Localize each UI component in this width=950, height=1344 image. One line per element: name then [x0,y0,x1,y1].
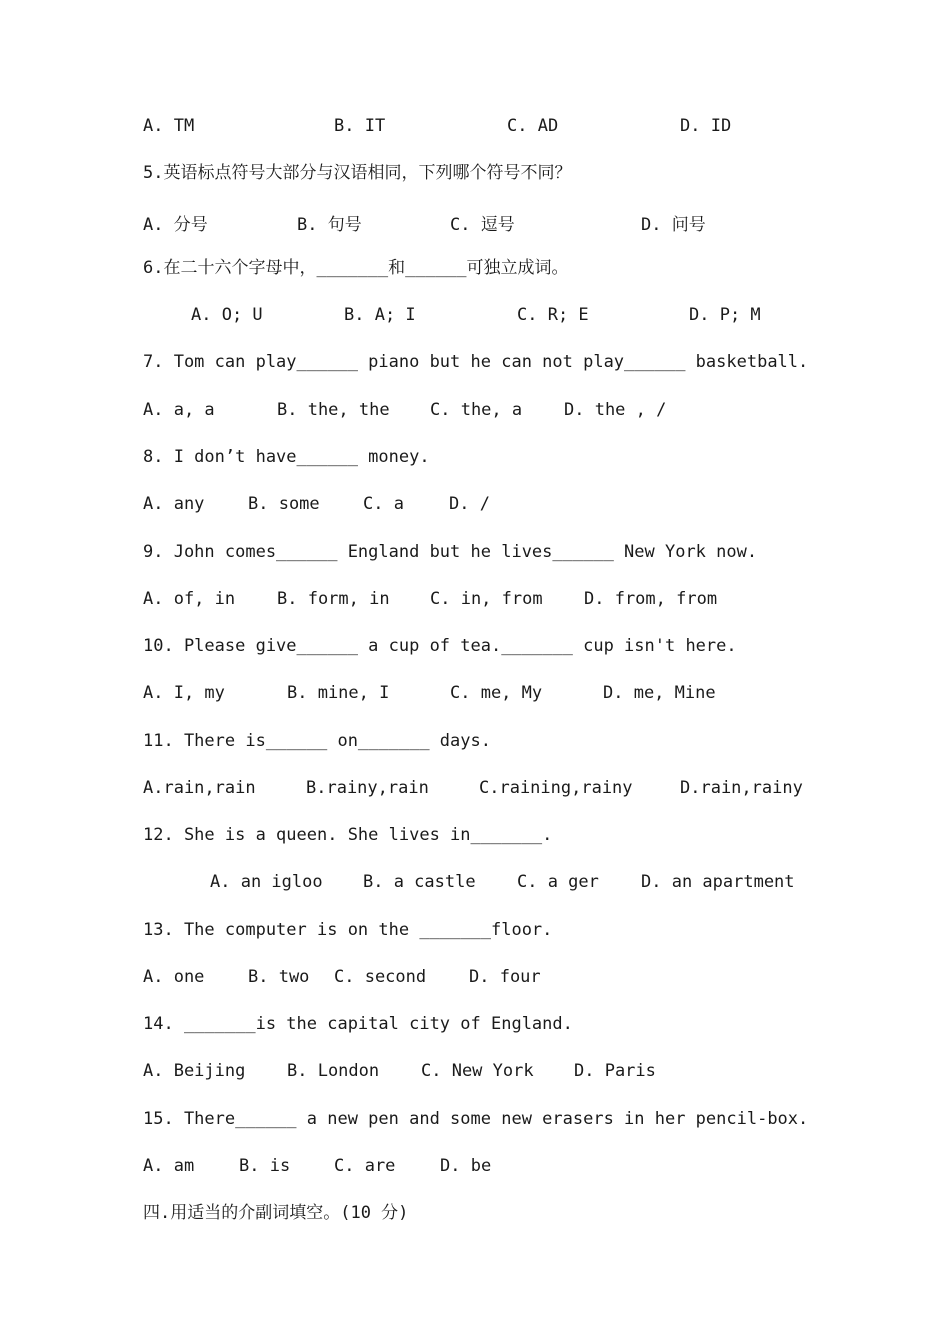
q10-option-c: C. me, My [450,683,543,703]
q7-option-c: C. the, a [430,400,523,420]
q7-option-b: B. the, the [277,400,390,420]
q14-option-b: B. London [287,1061,380,1081]
q5-question: 5.英语标点符号大部分与汉语相同，下列哪个符号不同？ [143,163,572,183]
q13-question: 13. The computer is on the _______floor. [143,920,553,940]
q15-option-d: D. be [440,1156,492,1176]
q8-option-d: D. / [449,494,490,514]
q9-option-a: A. of, in [143,589,236,609]
q9-option-b: B. form, in [277,589,390,609]
q14-option-a: A. Beijing [143,1061,246,1081]
q10-question: 10. Please give______ a cup of tea._______ cup isn't here. [143,636,737,656]
q8-option-b: B. some [248,494,320,514]
q15-option-a: A. am [143,1156,195,1176]
q8-question: 8. I don’t have______ money. [143,447,430,467]
q10-option-a: A. I, my [143,683,225,703]
q4-option-a: A. TM [143,116,195,136]
section-4-heading: 四.用适当的介副词填空。(10 分) [143,1203,409,1223]
q6-question: 6.在二十六个字母中，_______和______可独立成词。 [143,258,569,278]
q8-option-a: A. any [143,494,205,514]
q14-question: 14. _______is the capital city of England. [143,1014,573,1034]
q9-option-c: C. in, from [430,589,543,609]
q13-option-d: D. four [469,967,541,987]
q8-option-c: C. a [363,494,404,514]
q12-option-b: B. a castle [363,872,476,892]
q10-option-d: D. me, Mine [603,683,716,703]
q13-option-c: C. second [334,967,427,987]
q14-option-c: C. New York [421,1061,534,1081]
q11-option-c: C.raining,rainy [479,778,633,798]
q4-option-d: D. ID [680,116,732,136]
q15-question: 15. There______ a new pen and some new erasers in her pencil-box. [143,1109,809,1129]
q7-option-a: A. a, a [143,400,215,420]
q13-option-a: A. one [143,967,205,987]
q12-option-c: C. a ger [517,872,599,892]
q12-option-a: A. an igloo [210,872,323,892]
q13-option-b: B. two [248,967,310,987]
q14-option-d: D. Paris [574,1061,656,1081]
q9-option-d: D. from, from [584,589,718,609]
q7-option-d: D. the , / [564,400,667,420]
q4-option-b: B. IT [334,116,386,136]
q15-option-b: B. is [239,1156,291,1176]
q10-option-b: B. mine, I [287,683,390,703]
q7-question: 7. Tom can play______ piano but he can not play______ basketball. [143,352,809,372]
q5-option-d: D. 问号 [641,215,706,235]
q15-option-c: C. are [334,1156,396,1176]
q6-option-d: D. P; M [689,305,761,325]
q12-question: 12. She is a queen. She lives in_______. [143,825,553,845]
q11-option-a: A.rain,rain [143,778,256,798]
q5-option-a: A. 分号 [143,215,208,235]
q6-option-b: B. A; I [344,305,416,325]
q9-question: 9. John comes______ England but he lives______ New York now. [143,542,758,562]
q6-option-a: A. O; U [191,305,263,325]
q5-option-b: B. 句号 [297,215,362,235]
q11-option-b: B.rainy,rain [306,778,429,798]
q4-option-c: C. AD [507,116,559,136]
q5-option-c: C. 逗号 [450,215,515,235]
q11-option-d: D.rain,rainy [680,778,803,798]
q12-option-d: D. an apartment [641,872,795,892]
q11-question: 11. There is______ on_______ days. [143,731,491,751]
q6-option-c: C. R; E [517,305,589,325]
